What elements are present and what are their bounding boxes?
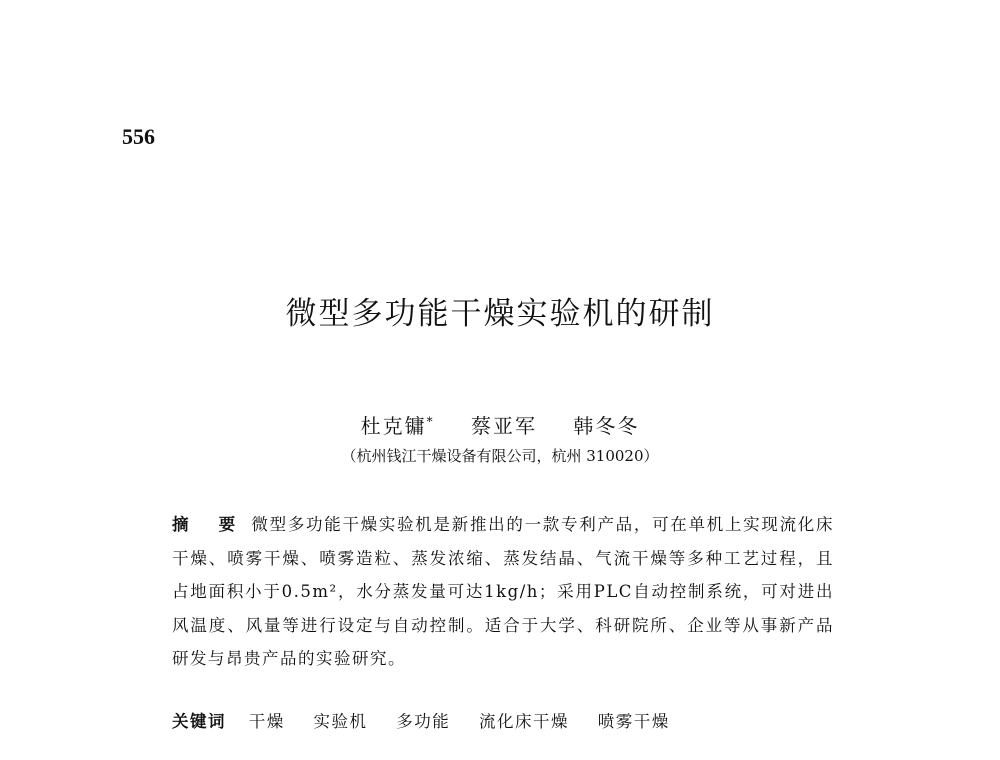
abstract-text: 微型多功能干燥实验机是新推出的一款专利产品，可在单机上实现流化床干燥、喷雾干燥、喷雾造粒、蒸发浓缩、蒸发结晶、气流干燥等多种工艺过程，且占地面积小于0.5m²，水分蒸发量可达1kg/h；采用PLC自动控制系统，可对进出风温度、风量等进行设定与自动控制。适合于大学、科研院所、企业等从事新产品研发与昂贵产品的实验研究。 — [172, 515, 835, 668]
corresponding-author-mark: * — [426, 414, 435, 429]
page-number: 556 — [122, 124, 155, 149]
abstract-label: 摘 要 — [172, 515, 248, 534]
author-name: 杜克镛 — [360, 414, 427, 438]
author — [361, 410, 435, 439]
keywords — [172, 708, 692, 732]
keyword: 多功能 — [396, 712, 451, 731]
keyword: 喷雾干燥 — [597, 712, 670, 731]
paper-title: 微型多功能干燥实验机的研制 — [285, 296, 715, 332]
author-name: 蔡亚军 — [471, 414, 537, 438]
abstract — [172, 508, 834, 676]
keyword: 流化床干燥 — [479, 712, 569, 731]
author — [471, 410, 537, 439]
author — [573, 410, 639, 439]
keyword: 干燥 — [248, 712, 285, 731]
author-name: 韩冬冬 — [573, 414, 640, 438]
author-list — [0, 410, 1000, 439]
keyword: 实验机 — [313, 712, 368, 731]
keywords-label: 关键词 — [172, 712, 226, 731]
affiliation: （杭州钱江干燥设备有限公司，杭州 310020） — [341, 447, 659, 465]
